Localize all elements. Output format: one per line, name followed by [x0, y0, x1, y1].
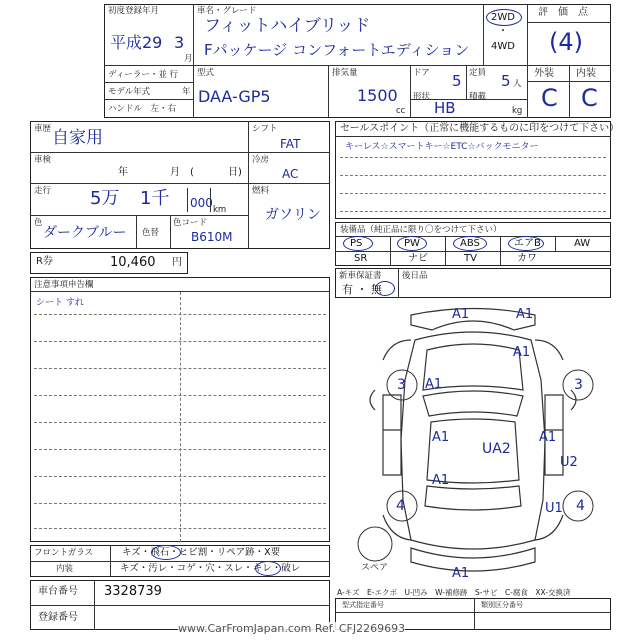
chip-circle	[151, 545, 181, 560]
first-reg-label: 初度登録年月	[108, 6, 160, 16]
doors: 5	[452, 72, 462, 90]
damage-mark: A1	[516, 307, 534, 322]
score-label: 評 価 点	[538, 7, 588, 18]
damage-mark: A1	[452, 566, 470, 581]
displacement: 1500	[357, 86, 398, 105]
mileage-rest: 000	[190, 196, 213, 210]
damage-mark: A1	[432, 473, 450, 488]
recycle-block	[30, 252, 188, 274]
exterior-grade: C	[541, 84, 558, 112]
usage: 自家用	[52, 128, 103, 148]
shift: FAT	[280, 137, 301, 151]
ac: AC	[282, 167, 299, 181]
type-value: DAA-GP5	[198, 87, 271, 106]
reg-month: 3	[174, 33, 185, 52]
damage-mark: U2	[560, 455, 578, 470]
windshield-options: キズ・飛石・ヒビ割・リペア跡・X要	[122, 547, 281, 558]
tyre-tread: 3	[397, 377, 406, 393]
damage-mark: A1	[539, 430, 557, 445]
mileage-man: 5万	[90, 188, 120, 209]
damage-mark: A1	[432, 430, 450, 445]
mileage-sen: 1千	[140, 188, 170, 209]
tyre-tread: 3	[574, 377, 583, 393]
warranty-value: 有 ・ 無	[342, 283, 382, 296]
chassis-number: 3328739	[104, 584, 162, 599]
notes-text: シート すれ	[36, 298, 84, 308]
color: ダークブルー	[43, 225, 127, 241]
shape: HB	[434, 99, 456, 117]
seats: 5	[501, 72, 511, 90]
watermark: www.CarFromJapan.com Ref. CFJ2269693	[178, 622, 406, 635]
car-name-label: 車名・グレード	[197, 6, 257, 16]
abs-circle	[453, 236, 487, 251]
interior-grade: C	[581, 84, 598, 112]
tyre-tread: 4	[576, 498, 585, 514]
tyre-tread: 4	[396, 498, 405, 514]
warranty-none-circle	[375, 281, 395, 296]
drive-4wd: 4WD	[491, 41, 515, 52]
airbag-circle	[508, 236, 544, 251]
sales-points-text: キーレス☆スマートキー☆ETC☆バックモニター	[345, 142, 539, 152]
legend: A-キズ E-エクボ U-凹み W-補修跡 S-サビ C-腐食 XX-交換済	[337, 588, 571, 597]
damage-mark: A1	[425, 377, 443, 392]
interior-options: キズ・汚レ・コゲ・穴・スレ・キレ・破レ	[120, 563, 301, 574]
ps-circle	[343, 236, 373, 251]
reg-era: 平成29	[110, 33, 163, 52]
damage-mark: A1	[452, 307, 470, 322]
fuel: ガソリン	[265, 207, 321, 223]
grade: Fパッケージ コンフォートエディション	[204, 41, 470, 59]
score-value: (4)	[549, 28, 583, 56]
pw-circle	[397, 236, 427, 251]
car-diagram	[335, 300, 611, 585]
drive-2wd: 2WD	[491, 12, 515, 23]
recycle-fee: 10,460	[110, 255, 156, 270]
damage-mark: A1	[513, 345, 531, 360]
spare-wheel	[358, 527, 392, 561]
damage-mark: U1	[545, 501, 563, 516]
car-name: フィットハイブリッド	[204, 16, 371, 36]
wear-circle	[255, 561, 281, 576]
damage-mark: UA2	[482, 441, 511, 457]
color-code: B610M	[191, 230, 233, 244]
